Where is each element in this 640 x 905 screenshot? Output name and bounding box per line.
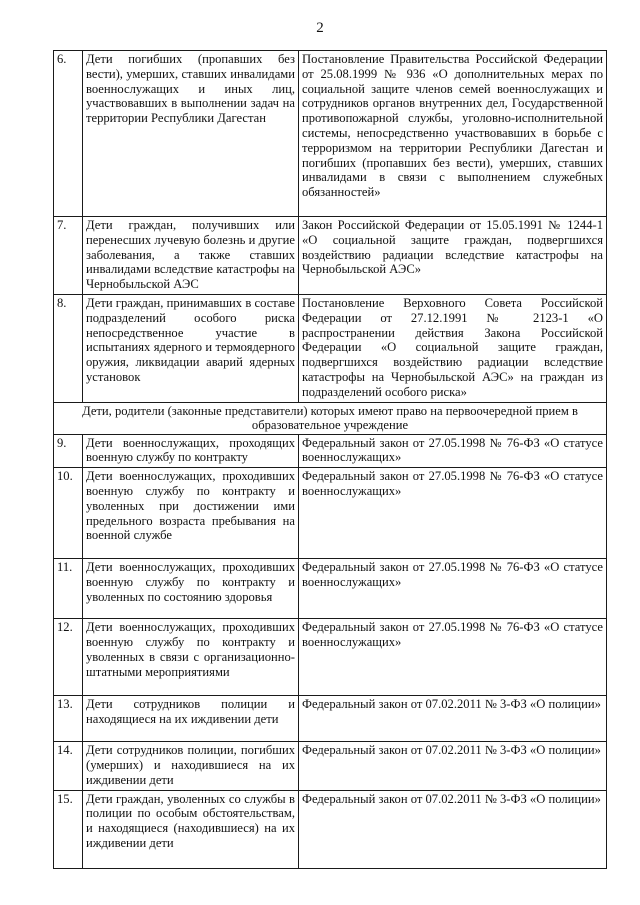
legal-basis: Федеральный закон от 27.05.1998 № 76-ФЗ «О статусе военнослужащих» [299, 468, 607, 559]
beneficiary-category: Дети военнослужащих, проходивших военную службу по контракту и уволенных по состоянию здоровья [83, 559, 299, 619]
table-row [54, 790, 607, 868]
legal-basis: Федеральный закон от 27.05.1998 № 76-ФЗ «О статусе военнослужащих» [299, 559, 607, 619]
table-row [54, 559, 607, 619]
legal-basis: Федеральный закон от 27.05.1998 № 76-ФЗ «О статусе военнослужащих» [299, 434, 607, 468]
page-number: 2 [316, 20, 324, 36]
legal-basis: Закон Российской Федерации от 15.05.1991 № 1244-1 «О социальной защите граждан, подвергшихся воздействию радиации вследствие катастрофы на Чернобыльской АЭС» [299, 217, 607, 295]
row-number: 7. [54, 217, 83, 295]
table-row [54, 217, 607, 295]
beneficiary-category: Дети погибших (пропавших без вести), умерших, ставших инвалидами военнослужащих и иных лиц, участвовавших в выполнении задач на территории Республики Дагестан [83, 51, 299, 217]
table-row [54, 294, 607, 402]
section-heading: Дети, родители (законные представители) которых имеют право на первоочередной прием в образовательное учреждение [54, 402, 607, 434]
beneficiary-category: Дети военнослужащих, проходивших военную службу по контракту и уволенных в связи с организационно-штатными мероприятиями [83, 619, 299, 696]
beneficiary-category: Дети сотрудников полиции, погибших (умерших) и находившиеся на их иждивении дети [83, 742, 299, 790]
table-row [54, 468, 607, 559]
legal-basis: Постановление Верховного Совета Российской Федерации от 27.12.1991 № 2123-1 «О распространении действия Закона Российской Федерации «О социальной защите граждан, подвергшихся воздействию радиации вследствие катастрофы на Чернобыльской АЭС» на граждан из подразделений особого риска» [299, 294, 607, 402]
beneficiary-category: Дети военнослужащих, проходивших военную службу по контракту и уволенных при достижении ими предельного возраста пребывания на военной службе [83, 468, 299, 559]
section-heading-row [54, 402, 607, 434]
legal-basis: Федеральный закон от 27.05.1998 № 76-ФЗ «О статусе военнослужащих» [299, 619, 607, 696]
table-row [54, 696, 607, 742]
row-number: 6. [54, 51, 83, 217]
beneficiary-category: Дети граждан, уволенных со службы в полиции по особым обстоятельствам, и находящиеся (находившиеся) на их иждивении дети [83, 790, 299, 868]
row-number: 13. [54, 696, 83, 742]
row-number: 11. [54, 559, 83, 619]
row-number: 14. [54, 742, 83, 790]
beneficiary-category: Дети военнослужащих, проходящих военную службу по контракту [83, 434, 299, 468]
beneficiary-category: Дети граждан, получивших или перенесших лучевую болезнь и другие заболевания, а также ставших инвалидами вследствие катастрофы на Чернобыльской АЭС [83, 217, 299, 295]
row-number: 15. [54, 790, 83, 868]
beneficiary-category: Дети граждан, принимавших в составе подразделений особого риска непосредственное участие в испытаниях ядерного и термоядерного оружия, ликвидации аварий ядерных установок [83, 294, 299, 402]
legal-basis: Постановление Правительства Российской Федерации от 25.08.1999 № 936 «О дополнительных мерах по социальной защите членов семей военнослужащих и сотрудников органов внутренних дел, Государственной противопожарной службы, уголовно-исполнительной системы, непосредственно участвовавших в борьбе с терроризмом на территории Республики Дагестан и погибших (пропавших без вести), умерших, ставших инвалидами в связи с выполнением служебных обязанностей» [299, 51, 607, 217]
table-row [54, 742, 607, 790]
beneficiary-category: Дети сотрудников полиции и находящиеся на их иждивении дети [83, 696, 299, 742]
legal-basis: Федеральный закон от 07.02.2011 № 3-ФЗ «О полиции» [299, 696, 607, 742]
legal-basis: Федеральный закон от 07.02.2011 № 3-ФЗ «О полиции» [299, 790, 607, 868]
row-number: 9. [54, 434, 83, 468]
row-number: 12. [54, 619, 83, 696]
benefits-table [53, 50, 607, 869]
legal-basis: Федеральный закон от 07.02.2011 № 3-ФЗ «О полиции» [299, 742, 607, 790]
table-row [54, 434, 607, 468]
row-number: 10. [54, 468, 83, 559]
table-row [54, 619, 607, 696]
table-row [54, 51, 607, 217]
row-number: 8. [54, 294, 83, 402]
